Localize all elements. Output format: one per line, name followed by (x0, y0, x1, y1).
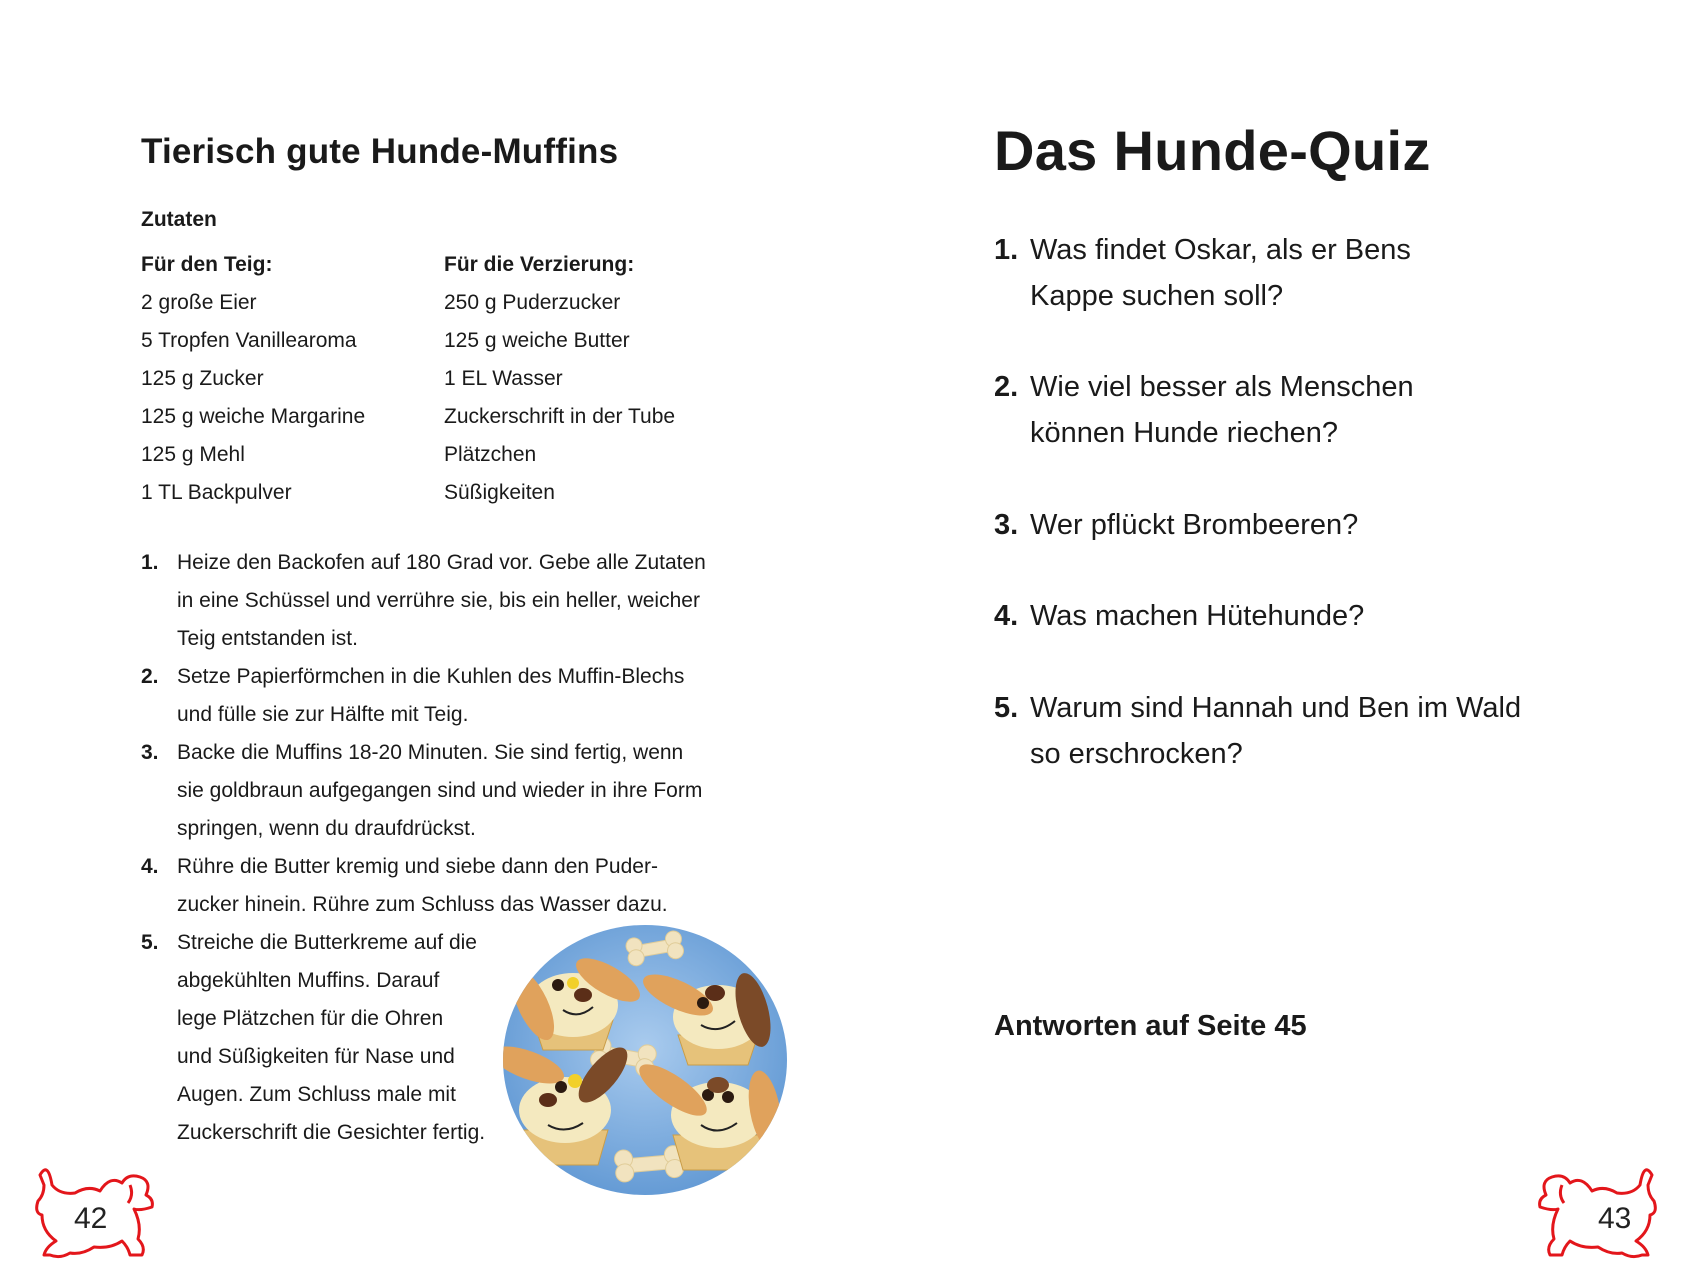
recipe-step (141, 734, 761, 848)
step-line: Augen. Zum Schluss male mit (177, 1083, 456, 1106)
quiz-question (994, 685, 1594, 777)
ingredient-item: Süßigkeiten (444, 481, 555, 504)
step-number: 2. (141, 665, 159, 688)
step-line: springen, wenn du draufdrückst. (177, 817, 476, 840)
question-line: Wer pflückt Brombeeren? (1030, 509, 1359, 541)
step-line: Setze Papierförmchen in die Kuhlen des Muffin-Blechs (177, 665, 685, 688)
question-number: 3. (994, 509, 1019, 541)
recipe-step (141, 658, 761, 734)
ingredient-item: 250 g Puderzucker (444, 291, 621, 314)
step-line: und fülle sie zur Hälfte mit Teig. (177, 703, 469, 726)
step-line: sie goldbraun aufgegangen sind und wieder in ihre Form (177, 779, 703, 802)
question-number: 4. (994, 600, 1019, 632)
step-number: 5. (141, 931, 159, 954)
step-line: Teig entstanden ist. (177, 627, 358, 650)
ingredients-heading: Zutaten (141, 208, 217, 231)
page-number-badge-left (30, 1155, 170, 1265)
step-line: Rühre die Butter kremig und siebe dann den Puder- (177, 855, 658, 878)
quiz-question (994, 593, 1594, 639)
dough-heading: Für den Teig: (141, 253, 273, 276)
right-page (842, 0, 1684, 1280)
question-line: Warum sind Hannah und Ben im Wald (1030, 692, 1522, 724)
page-number: 43 (1598, 1202, 1632, 1235)
question-number: 5. (994, 692, 1019, 724)
ingredient-item: 125 g weiche Margarine (141, 405, 366, 428)
quiz-title: Das Hunde-Quiz (994, 119, 1431, 182)
step-line: zucker hinein. Rühre zum Schluss das Wasser dazu. (177, 893, 668, 916)
question-line: können Hunde riechen? (1030, 417, 1338, 449)
ingredient-item: Zuckerschrift in der Tube (444, 405, 676, 428)
dough-ingredients (141, 246, 365, 512)
quiz-question (994, 502, 1594, 548)
question-line: Was findet Oskar, als er Bens (1030, 234, 1411, 266)
step-line: Streiche die Butterkreme auf die (177, 931, 477, 954)
muffin-photo (503, 925, 787, 1195)
recipe-step (141, 848, 761, 924)
step-line: Backe die Muffins 18-20 Minuten. Sie sind fertig, wenn (177, 741, 684, 764)
question-number: 1. (994, 234, 1019, 266)
step-line: Zuckerschrift die Gesichter fertig. (177, 1121, 486, 1144)
ingredient-item: 125 g Zucker (141, 367, 264, 390)
question-number: 2. (994, 371, 1019, 403)
answers-note: Antworten auf Seite 45 (994, 1010, 1307, 1042)
page-number: 42 (74, 1202, 108, 1235)
ingredient-item: 1 EL Wasser (444, 367, 563, 390)
question-line: Kappe suchen soll? (1030, 280, 1284, 312)
question-line: Wie viel besser als Menschen (1030, 371, 1414, 403)
ingredient-item: 2 große Eier (141, 291, 257, 314)
dog-outline-icon (1522, 1155, 1662, 1265)
step-number: 1. (141, 551, 159, 574)
recipe-title: Tierisch gute Hunde-Muffins (141, 132, 619, 171)
muffin-illustration (503, 925, 787, 1195)
question-line: Was machen Hütehunde? (1030, 600, 1365, 632)
quiz-question (994, 227, 1594, 319)
step-line: und Süßigkeiten für Nase und (177, 1045, 455, 1068)
step-line: lege Plätzchen für die Ohren (177, 1007, 444, 1030)
decoration-ingredients (444, 246, 675, 512)
ingredient-item: Plätzchen (444, 443, 537, 466)
ingredient-item: 125 g weiche Butter (444, 329, 630, 352)
ingredient-item: 5 Tropfen Vanillearoma (141, 329, 357, 352)
quiz-question (994, 364, 1594, 456)
step-number: 3. (141, 741, 159, 764)
page-number-badge-right (1522, 1155, 1662, 1265)
step-line: in eine Schüssel und verrühre sie, bis ein heller, weicher (177, 589, 700, 612)
question-line: so erschrocken? (1030, 738, 1243, 770)
step-line: abgekühlten Muffins. Darauf (177, 969, 440, 992)
recipe-step (141, 924, 547, 1152)
decoration-heading: Für die Verzierung: (444, 253, 635, 276)
recipe-step (141, 544, 761, 658)
step-number: 4. (141, 855, 159, 878)
ingredient-item: 125 g Mehl (141, 443, 245, 466)
step-line: Heize den Backofen auf 180 Grad vor. Gebe alle Zutaten (177, 551, 706, 574)
ingredient-item: 1 TL Backpulver (141, 481, 292, 504)
